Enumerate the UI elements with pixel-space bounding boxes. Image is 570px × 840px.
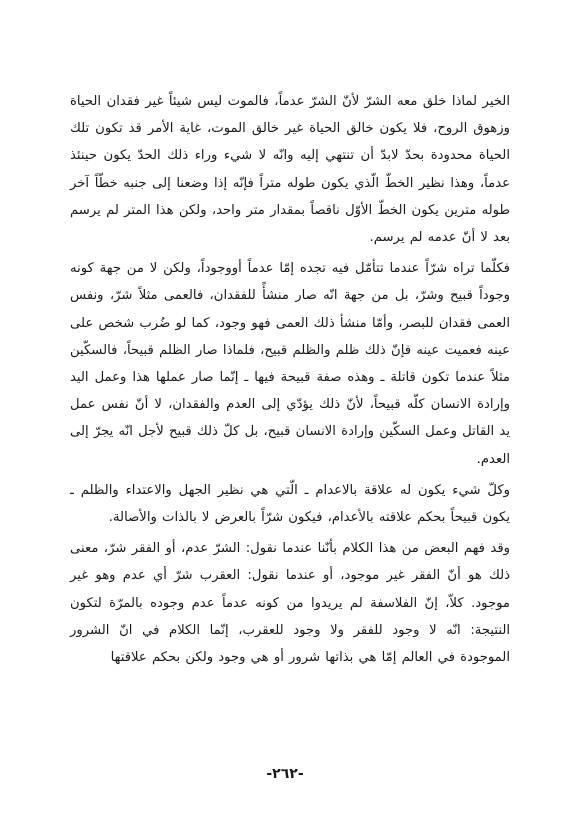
- paragraph-2: فكلّما تراه شرّاً عندما تتأمّل فيه تجده إمّا عدماً أووجوداً، ولكن لا من جهة كونه وجوداً قبيح وشرّ، بل من جهة انّه صار منشأً للفقدان، فالعمى مثلاً شرّ، ونفس العمى فقدان للبصر، وأمّا منشأ ذلك العمى فهو وجود، كما لو ضُرب شخص على عينه فعميت عينه فإنّ ذلك ظلم والظلم قبيح، فلماذا صار الظلم قبيحاً، فالسكّين مثلاً عندما تكون قاتلة ـ وهذه صفة قبيحة فيها ـ إنّما صار عملها هذا وعمل اليد وإرادة الانسان كلّه قبيحاً، لأنّ ذلك يؤدّي إلى العدم والفقدان، لا أنّ نفس عمل يد القاتل وعمل السكّين وإرادة الانسان قبيح، بل كلّ ذلك قبيح لأجل انّه يجرّ إلى العدم.: [69, 261, 510, 467]
- page-number: -٢٦٢-: [266, 766, 304, 782]
- paragraph-3: وكلّ شيء يكون له علاقة بالاعدام ـ الّتي هي نظير الجهل والاعتداء والظلم ـ يكون قبيحاً بحكم علاقته بالأعدام، فيكون شرّاً بالعرض لا بالذات والأصالة.: [70, 482, 510, 526]
- paragraph-1: الخير لماذا خلق معه الشرّ لأنّ الشرّ عدماً، فالموت ليس شيئاً غير فقدان الحياة وزهوق الروح، فلا يكون خالق الحياة غير خالق الموت، غاية الأمر قد تكون تلك الحياة محدودة بحدّ لابدّ أن تنتهي إليه وانّه لا شيء وراء ذلك الحدّ يكون حينئذ عدماً، وهذا نظير الخطّ الّذي يكون طوله متراً فإنّه إذا وضعنا إلى جنبه خطّاً آخر طوله مترين يكون الخطّ الأوّل ناقصاً بمقدار متر واحد، ولكن هذا المتر لم يرسم بعد لا أنّ عدمه لم يرسم.: [70, 94, 510, 246]
- body-text: [70, 88, 510, 671]
- paragraph-4: وقد فهم البعض من هذا الكلام بأنّنا عندما نقول: الشرّ عدم، أو الفقر شرّ، معنى ذلك هو أنّ الفقر غير موجود، أو عندما نقول: العقرب شرّ أي عدم وهو غير موجود. كلاّ، إنّ الفلاسفة لم يريدوا من كونه عدماً عدم وجوده بالمرّة لتكون النتيجة: انّه لا وجود للفقر ولا وجود للعقرب، إنّما الكلام في انّ الشرور الموجودة في العالم إمّا هي بذاتها شرور أو هي وجود ولكن بحكم علاقتها: [70, 541, 510, 666]
